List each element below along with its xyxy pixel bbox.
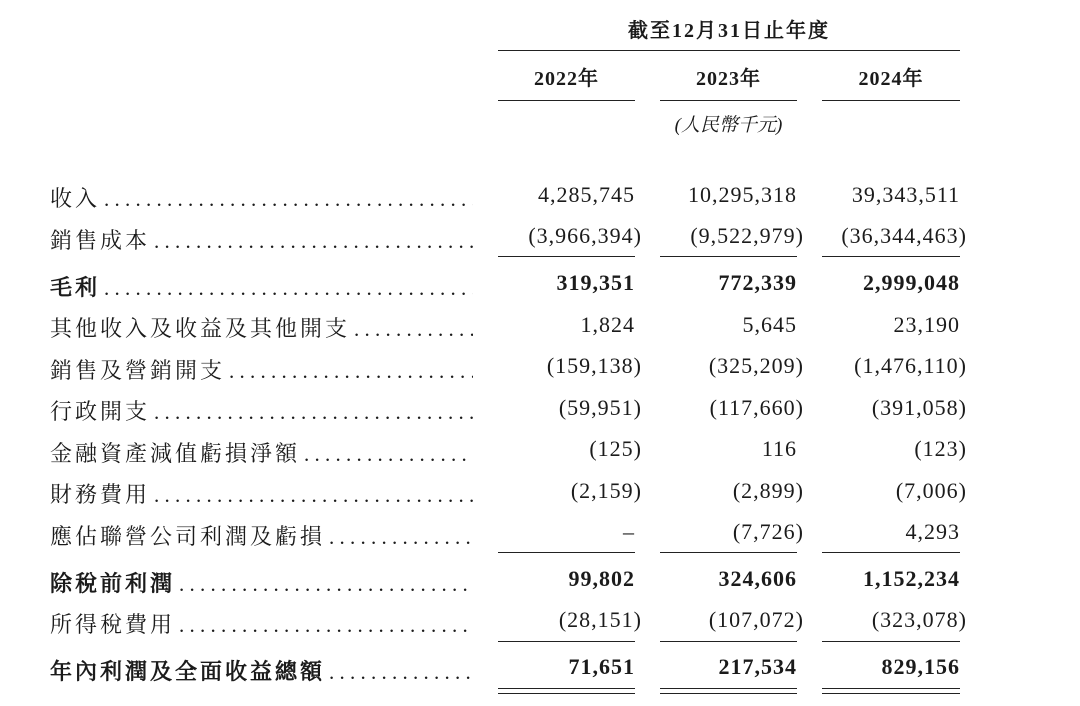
- row-label: 其他收入及收益及其他開支: [50, 316, 351, 341]
- table-row: [50, 647, 1080, 689]
- table-rows: [50, 174, 1080, 689]
- period-header-row: [50, 14, 1080, 51]
- value-text: 23,190: [893, 311, 960, 337]
- row-label-cell: [50, 387, 473, 429]
- value-text: (9,522,979): [690, 222, 804, 248]
- value-2022: [498, 559, 635, 601]
- currency-unit-note: (人民幣千元): [674, 115, 783, 136]
- value-2022: [498, 647, 635, 689]
- row-label: 財務費用: [50, 482, 151, 507]
- value-2022: [498, 387, 642, 429]
- row-label-cell: [50, 174, 473, 216]
- table-row: [50, 387, 1080, 429]
- dot-leader: [350, 317, 473, 342]
- value-2024: [822, 512, 960, 554]
- table-row: [50, 263, 1080, 305]
- value-text: (325,209): [708, 353, 804, 379]
- value-text: (36,344,463): [841, 222, 967, 248]
- dot-leader: [150, 400, 473, 425]
- dot-leader: [100, 187, 473, 212]
- value-2023: [660, 512, 804, 554]
- value-text: –: [623, 518, 635, 544]
- value-text: (391,058): [871, 394, 967, 420]
- row-label: 銷售成本: [50, 227, 151, 253]
- row-label: 行政開支: [50, 399, 151, 424]
- value-text: (7,726): [732, 518, 804, 544]
- value-text: (159,138): [546, 353, 642, 379]
- row-label: 毛利: [50, 274, 101, 300]
- value-2024: [822, 174, 960, 216]
- row-label-cell: [50, 559, 473, 601]
- dot-leader: [150, 229, 473, 254]
- value-text: 10,295,318: [688, 181, 797, 207]
- value-2023: [660, 174, 797, 216]
- value-2024: [822, 304, 960, 346]
- value-text: (125): [589, 436, 642, 462]
- value-2024: [822, 429, 967, 471]
- row-label-cell: [50, 647, 473, 689]
- value-2023: [660, 429, 797, 471]
- value-text: 99,802: [568, 566, 635, 592]
- dot-leader: [100, 276, 473, 301]
- table-row: [50, 429, 1080, 471]
- value-text: (117,660): [709, 394, 804, 420]
- column-header-2022: 2022年: [498, 51, 635, 101]
- value-text: 116: [761, 436, 797, 462]
- table-row: [50, 216, 1080, 258]
- value-text: (2,899): [732, 477, 804, 503]
- table-row: [50, 304, 1080, 346]
- value-2022: [498, 429, 642, 471]
- value-text: (123): [914, 436, 967, 462]
- value-text: 772,339: [718, 270, 797, 296]
- value-2023: [660, 346, 804, 388]
- table-row: [50, 174, 1080, 216]
- row-label: 銷售及營銷開支: [50, 357, 226, 383]
- dot-leader: [325, 660, 473, 685]
- table-row: [50, 600, 1080, 642]
- value-2023: [660, 559, 797, 601]
- dot-leader: [175, 613, 473, 638]
- value-2024: [822, 600, 967, 642]
- value-text: (28,151): [558, 607, 642, 633]
- value-2022: [498, 346, 642, 388]
- row-label: 收入: [50, 186, 101, 211]
- dot-leader: [325, 525, 473, 550]
- value-text: (3,966,394): [528, 222, 642, 248]
- value-2024: [822, 216, 967, 258]
- value-text: 1,824: [580, 311, 635, 337]
- row-label-cell: [50, 216, 473, 258]
- dot-leader: [150, 483, 473, 508]
- value-2023: [660, 647, 797, 689]
- table-row: [50, 470, 1080, 512]
- value-2024: [822, 263, 960, 305]
- table-row: [50, 512, 1080, 554]
- value-2024: [822, 470, 967, 512]
- value-text: (107,072): [708, 607, 804, 633]
- value-2024: [822, 647, 960, 689]
- value-2022: [498, 470, 642, 512]
- table-row: [50, 346, 1080, 388]
- row-label-cell: [50, 600, 473, 642]
- value-text: 324,606: [718, 566, 797, 592]
- value-2022: [498, 216, 642, 258]
- row-label-cell: [50, 512, 473, 554]
- value-text: (2,159): [570, 477, 642, 503]
- dot-leader: [225, 359, 473, 384]
- value-text: (7,006): [895, 477, 967, 503]
- table-row: [50, 559, 1080, 601]
- unit-note-row: [50, 101, 1080, 137]
- financial-table: [50, 14, 1080, 689]
- column-header-2024: 2024年: [822, 51, 960, 101]
- value-text: 39,343,511: [851, 181, 960, 207]
- row-label: 年內利潤及全面收益總額: [50, 659, 326, 684]
- column-header-2023: 2023年: [660, 51, 797, 101]
- value-2023: [660, 216, 804, 258]
- row-label: 金融資產減值虧損淨額: [50, 440, 301, 466]
- row-label-cell: [50, 263, 473, 305]
- period-header: 截至12月31日止年度: [498, 14, 960, 51]
- value-text: 4,285,745: [538, 181, 635, 207]
- value-2022: [498, 304, 635, 346]
- row-label: 應佔聯營公司利潤及虧損: [50, 523, 326, 549]
- value-2022: [498, 512, 635, 554]
- value-text: 71,651: [568, 654, 635, 680]
- value-text: 5,645: [742, 311, 797, 337]
- year-header-row: [50, 51, 1080, 101]
- value-text: (323,078): [871, 607, 967, 633]
- value-2023: [660, 263, 797, 305]
- value-2024: [822, 387, 967, 429]
- value-text: 829,156: [881, 654, 960, 680]
- value-2022: [498, 263, 635, 305]
- row-label: 所得稅費用: [50, 612, 176, 637]
- value-2022: [498, 600, 642, 642]
- value-text: (59,951): [558, 394, 642, 420]
- value-text: 1,152,234: [863, 566, 960, 592]
- value-2023: [660, 387, 804, 429]
- row-label-cell: [50, 470, 473, 512]
- value-2023: [660, 304, 797, 346]
- value-text: (1,476,110): [854, 353, 967, 379]
- value-2024: [822, 346, 967, 388]
- value-text: 4,293: [905, 518, 960, 544]
- row-label: 除稅前利潤: [50, 570, 176, 596]
- dot-leader: [300, 442, 473, 467]
- value-2023: [660, 600, 804, 642]
- value-text: 319,351: [556, 270, 635, 296]
- value-text: 217,534: [718, 654, 797, 680]
- value-2024: [822, 559, 960, 601]
- value-2023: [660, 470, 804, 512]
- row-label-cell: [50, 429, 473, 471]
- value-2022: [498, 174, 635, 216]
- row-label-cell: [50, 346, 473, 388]
- dot-leader: [175, 572, 473, 597]
- value-text: 2,999,048: [863, 270, 960, 296]
- row-label-cell: [50, 304, 473, 346]
